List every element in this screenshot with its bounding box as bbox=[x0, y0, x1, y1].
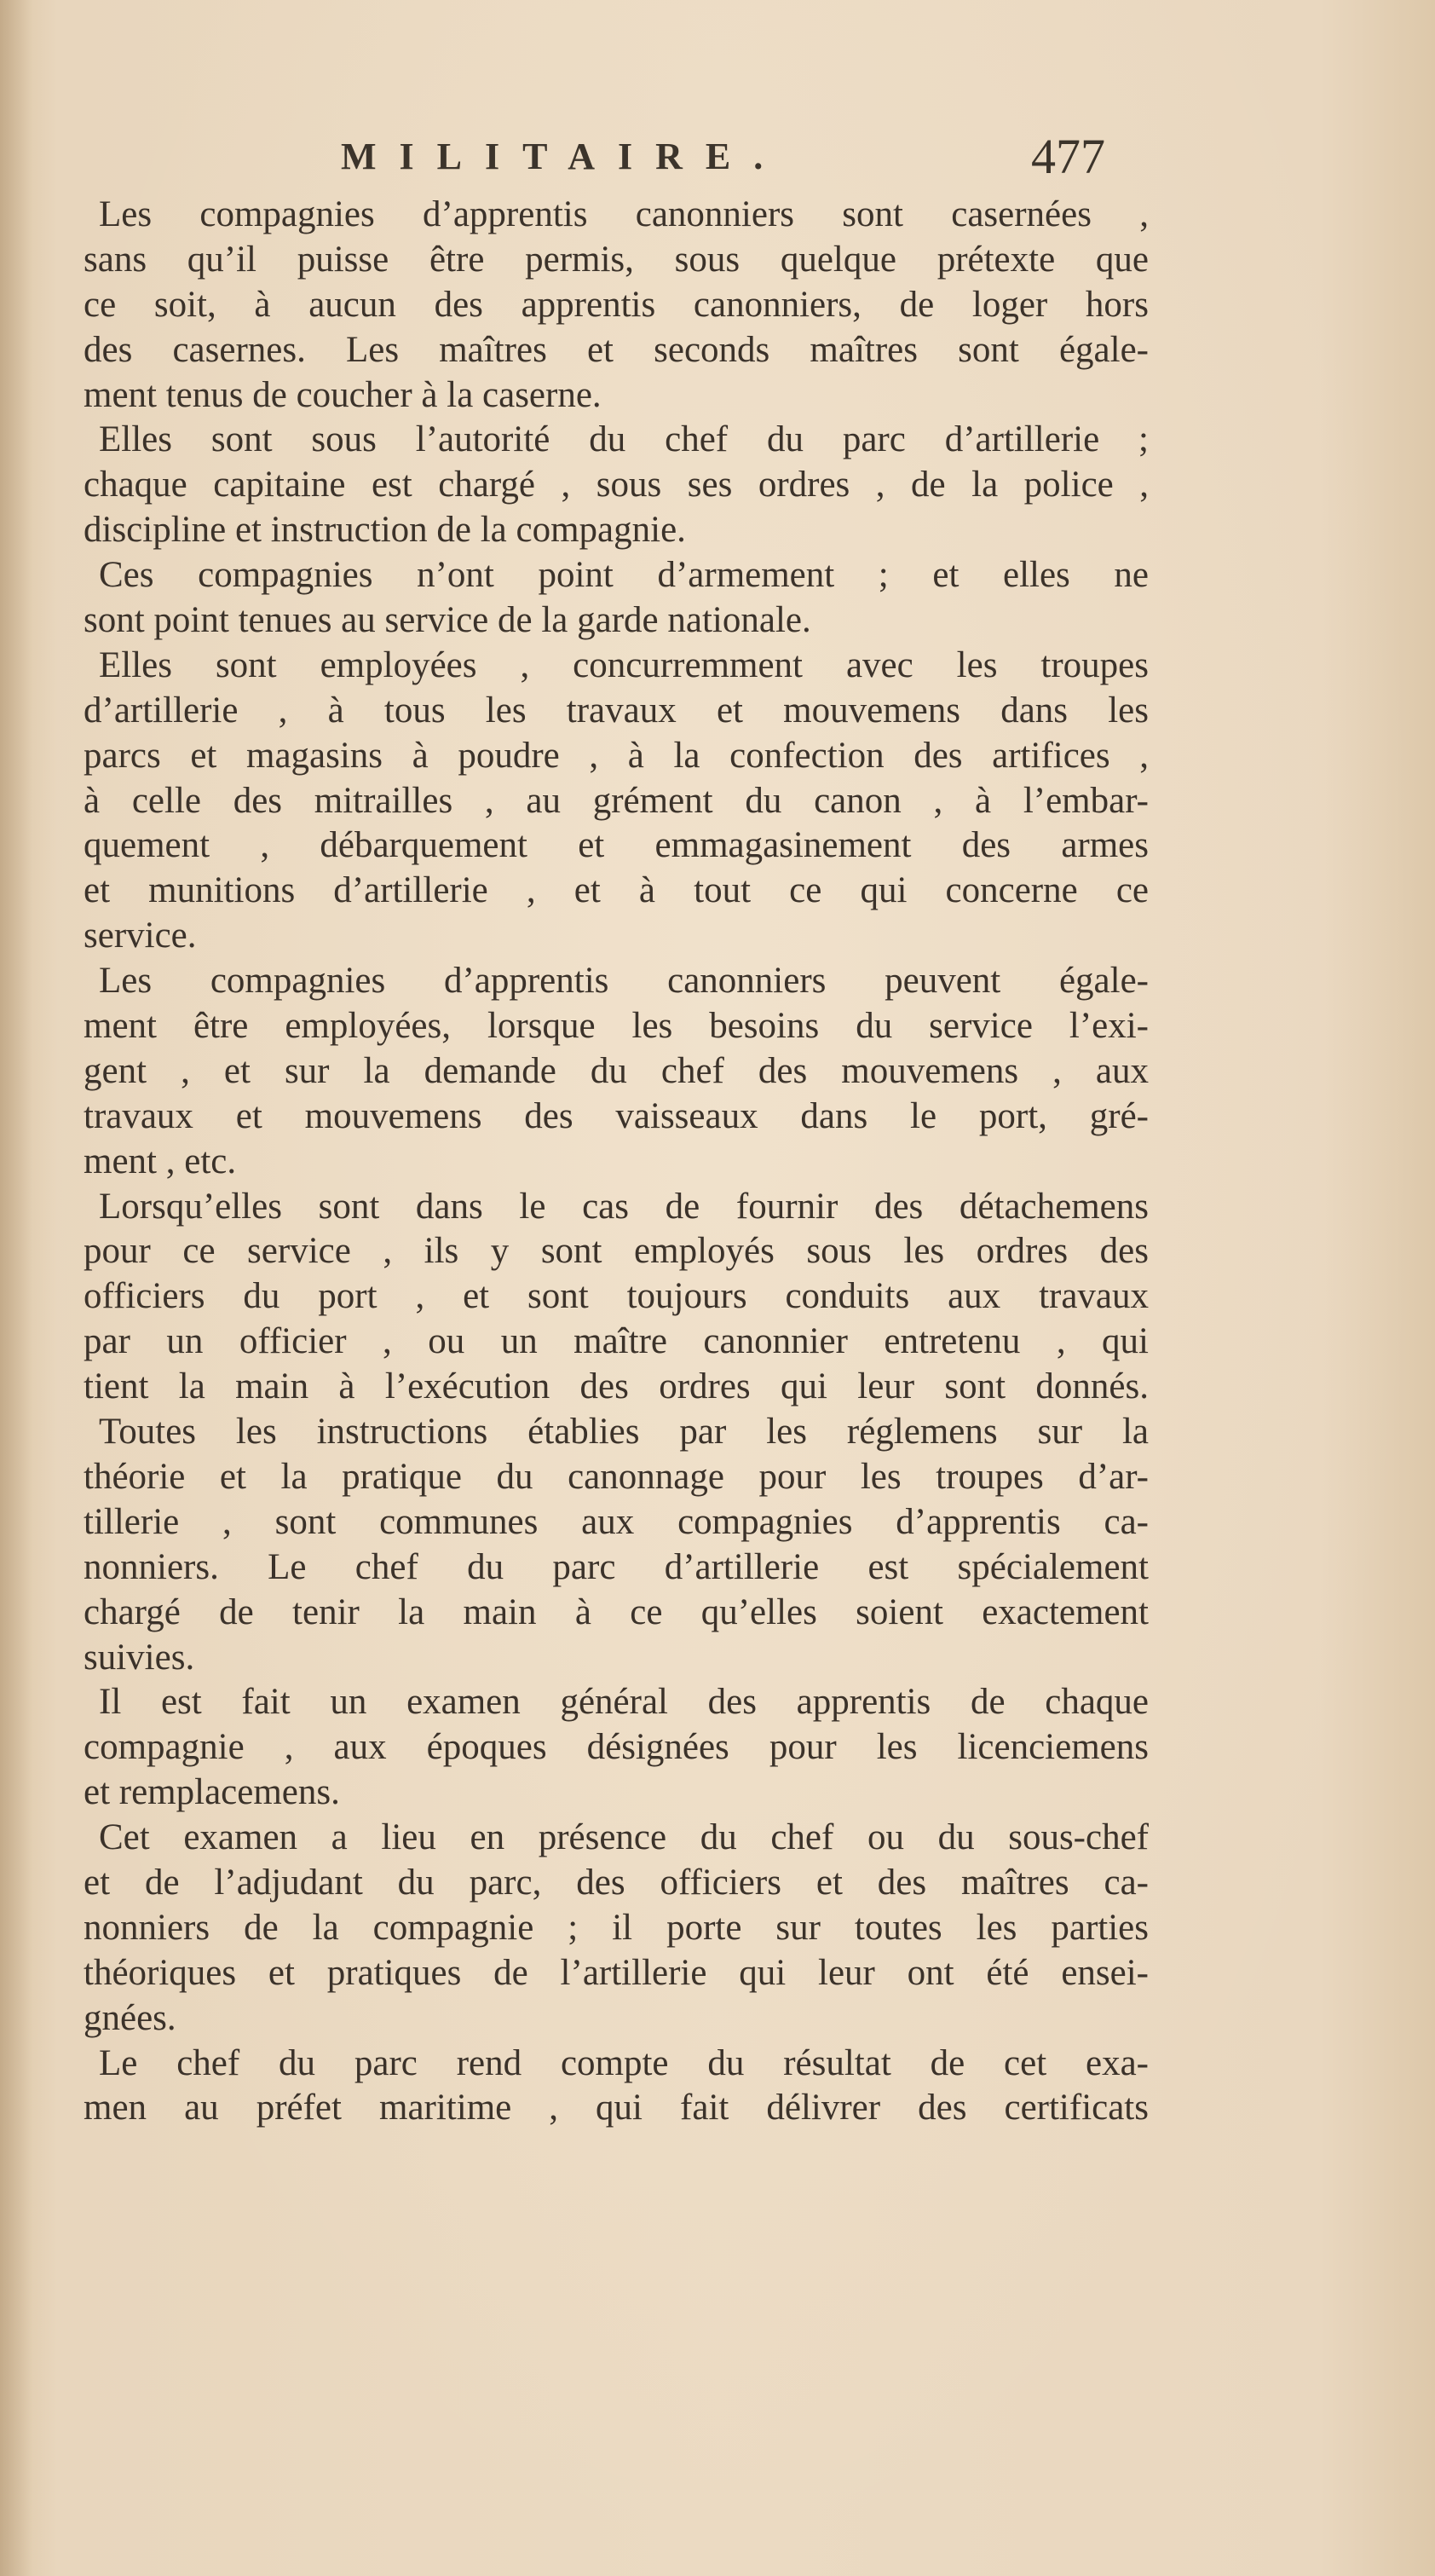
text-line: Les compagnies d’apprentis canonniers peuvent égale- bbox=[99, 961, 1149, 1002]
text-line: nonniers de la compagnie ; il porte sur toutes les parties bbox=[84, 1907, 1149, 1948]
text-line: tillerie , sont communes aux compagnies d’apprentis ca- bbox=[84, 1501, 1149, 1542]
text-line: service. bbox=[84, 915, 197, 956]
text-line: nonniers. Le chef du parc d’artillerie est spécialement bbox=[84, 1546, 1149, 1587]
text-line: Les compagnies d’apprentis canonniers sont casernées , bbox=[99, 194, 1149, 234]
text-line: Elles sont sous l’autorité du chef du parc d’artillerie ; bbox=[99, 419, 1149, 460]
text-line: à celle des mitrailles , au grément du canon , à l’embar- bbox=[84, 780, 1149, 821]
text-line: sans qu’il puisse être permis, sous quelque prétexte que bbox=[84, 239, 1149, 280]
text-line: tient la main à l’exécution des ordres qui leur sont donnés. bbox=[84, 1366, 1149, 1407]
running-title: MILITAIRE. bbox=[341, 136, 787, 177]
text-line: men au préfet maritime , qui fait délivrer des certificats bbox=[84, 2088, 1149, 2128]
text-line: et remplacemens. bbox=[84, 1772, 340, 1813]
text-line: ment être employées, lorsque les besoins du service l’exi- bbox=[84, 1006, 1149, 1047]
spine-shadow bbox=[0, 0, 32, 2576]
text-line: des casernes. Les maîtres et seconds maîtres sont égale- bbox=[84, 329, 1149, 370]
text-line: ment , etc. bbox=[84, 1141, 237, 1181]
text-line: Ces compagnies n’ont point d’armement ; et elles ne bbox=[99, 555, 1149, 596]
text-line: théoriques et pratiques de l’artillerie qui leur ont été ensei- bbox=[84, 1952, 1149, 1993]
text-line: chaque capitaine est chargé , sous ses ordres , de la police , bbox=[84, 465, 1149, 505]
text-line: Il est fait un examen général des apprentis de chaque bbox=[99, 1682, 1149, 1723]
text-line: gent , et sur la demande du chef des mouvemens , aux bbox=[84, 1050, 1149, 1091]
text-line: théorie et la pratique du canonnage pour les troupes d’ar- bbox=[84, 1456, 1149, 1497]
text-line: chargé de tenir la main à ce qu’elles soient exactement bbox=[84, 1591, 1149, 1632]
body-text bbox=[84, 193, 1149, 2131]
text-line: suivies. bbox=[84, 1637, 195, 1678]
text-line: et munitions d’artillerie , et à tout ce qui concerne ce bbox=[84, 870, 1149, 911]
text-line: sont point tenues au service de la garde nationale. bbox=[84, 600, 811, 641]
text-line: discipline et instruction de la compagnie. bbox=[84, 510, 686, 551]
text-line: gnées. bbox=[84, 1997, 176, 2038]
text-line: Le chef du parc rend compte du résultat de cet exa- bbox=[99, 2042, 1149, 2083]
text-line: et de l’adjudant du parc, des officiers et des maîtres ca- bbox=[84, 1862, 1149, 1903]
text-line: Cet examen a lieu en présence du chef ou du sous-chef bbox=[99, 1817, 1149, 1858]
text-line: d’artillerie , à tous les travaux et mouvemens dans les bbox=[84, 690, 1149, 731]
text-line: Elles sont employées , concurremment avec les troupes bbox=[99, 644, 1149, 685]
text-line: quement , débarquement et emmagasinement des armes bbox=[84, 825, 1149, 866]
text-line: ce soit, à aucun des apprentis canonniers, de loger hors bbox=[84, 284, 1149, 325]
text-line: Lorsqu’elles sont dans le cas de fournir des détachemens bbox=[99, 1186, 1149, 1227]
text-line: officiers du port , et sont toujours conduits aux travaux bbox=[84, 1276, 1149, 1317]
page-header bbox=[0, 129, 1435, 194]
text-line: parcs et magasins à poudre , à la confection des artifices , bbox=[84, 735, 1149, 776]
text-line: par un officier , ou un maître canonnier entretenu , qui bbox=[84, 1321, 1149, 1362]
text-line: pour ce service , ils y sont employés sous les ordres des bbox=[84, 1231, 1149, 1272]
text-line: ment tenus de coucher à la caserne. bbox=[84, 374, 602, 415]
text-line: Toutes les instructions établies par les réglemens sur la bbox=[99, 1412, 1149, 1453]
text-line: compagnie , aux époques désignées pour les licenciemens bbox=[84, 1727, 1149, 1768]
text-line: travaux et mouvemens des vaisseaux dans le port, gré- bbox=[84, 1095, 1149, 1136]
page-number: 477 bbox=[1031, 129, 1105, 184]
